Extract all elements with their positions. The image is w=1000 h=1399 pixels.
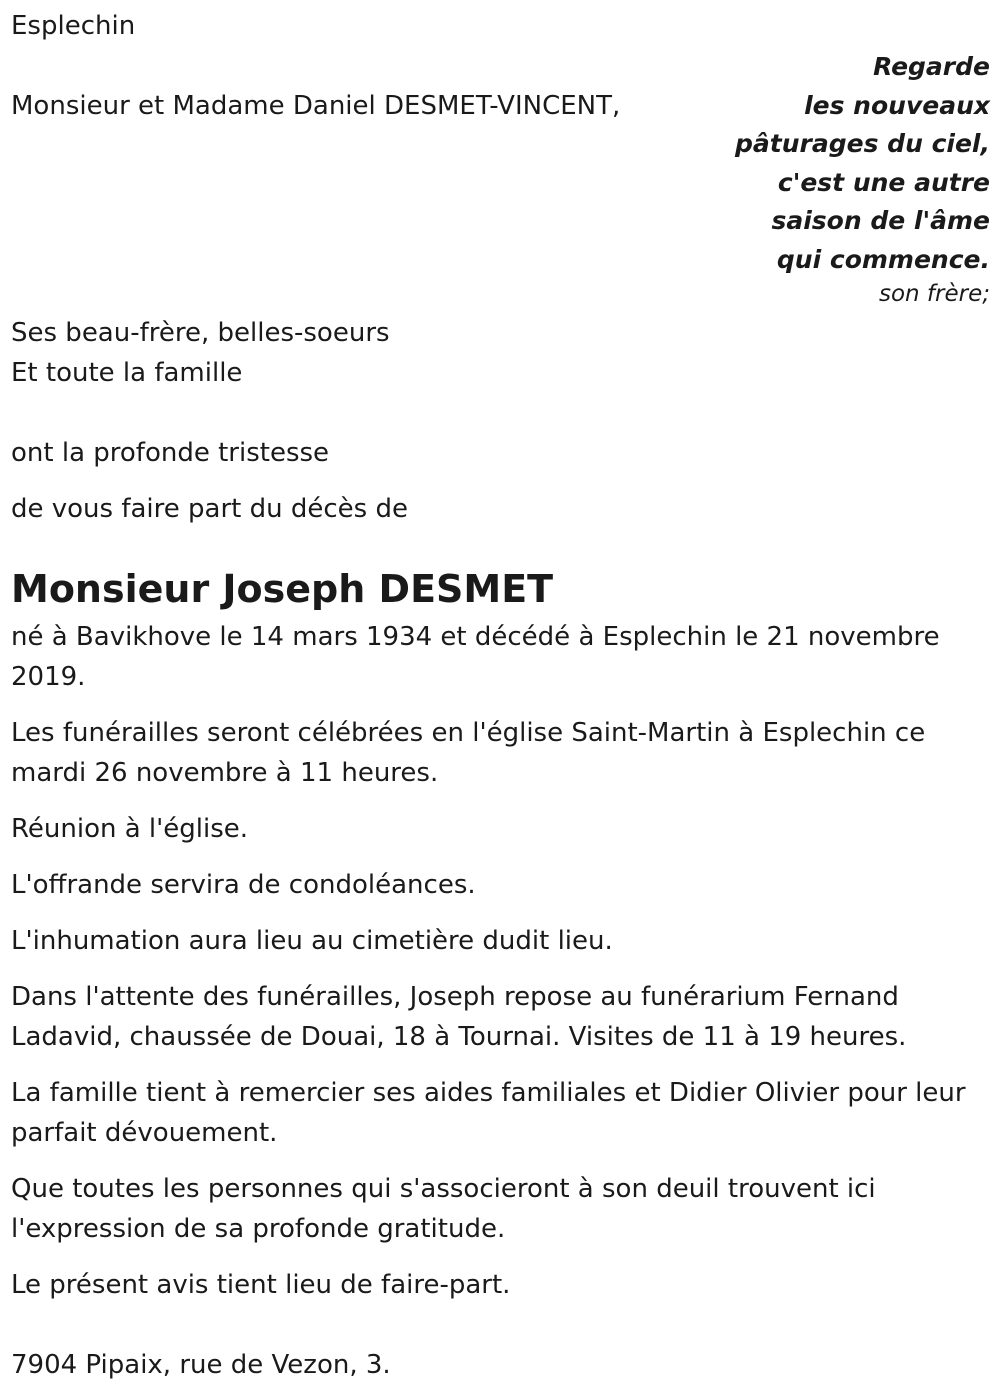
family-line: Monsieur et Madame Daniel DESMET-VINCENT,	[11, 91, 621, 121]
thanks-note: La famille tient à remercier ses aides familiales et Didier Olivier pour leur parfait dévouement.	[11, 1078, 966, 1148]
meeting-place: Réunion à l'église.	[11, 814, 249, 844]
family-line-2: Et toute la famille	[11, 358, 243, 388]
deceased-name: Monsieur Joseph DESMET	[11, 567, 554, 611]
poem-line: saison de l'âme	[771, 206, 990, 235]
poem-line: qui commence.	[776, 244, 990, 274]
burial-note: L'inhumation aura lieu au cimetière dudit lieu.	[11, 926, 613, 956]
family-address: 7904 Pipaix, rue de Vezon, 3.	[11, 1350, 391, 1380]
birth-death-dates: né à Bavikhove le 14 mars 1934 et décédé à Esplechin le 21 novembre 2019.	[11, 622, 940, 692]
family-line-1: Ses beau-frère, belles-soeurs	[11, 318, 390, 348]
place-heading: Esplechin	[11, 11, 136, 41]
visitation-details: Dans l'attente des funérailles, Joseph repose au funérarium Fernand Ladavid, chaussée de Douai, 18 à Tournai. Visites de 11 à 19 heures.	[11, 982, 907, 1052]
poem	[735, 48, 990, 279]
gratitude-note: Que toutes les personnes qui s'associeront à son deuil trouvent ici l'expression de sa profonde gratitude.	[11, 1174, 876, 1244]
poem-line: Regarde	[873, 52, 990, 81]
poem-line: les nouveaux	[804, 90, 990, 120]
relation-note: son frère;	[878, 281, 990, 307]
poem-line: pâturages du ciel,	[735, 129, 990, 158]
offering-note: L'offrande servira de condoléances.	[11, 870, 476, 900]
notice-note: Le présent avis tient lieu de faire-part.	[11, 1270, 511, 1300]
announcement-line-2: de vous faire part du décès de	[11, 494, 408, 524]
poem-line: c'est une autre	[777, 167, 990, 197]
announcement-line-1: ont la profonde tristesse	[11, 438, 330, 468]
funeral-details: Les funérailles seront célébrées en l'église Saint-Martin à Esplechin ce mardi 26 novembre à 11 heures.	[11, 718, 926, 788]
